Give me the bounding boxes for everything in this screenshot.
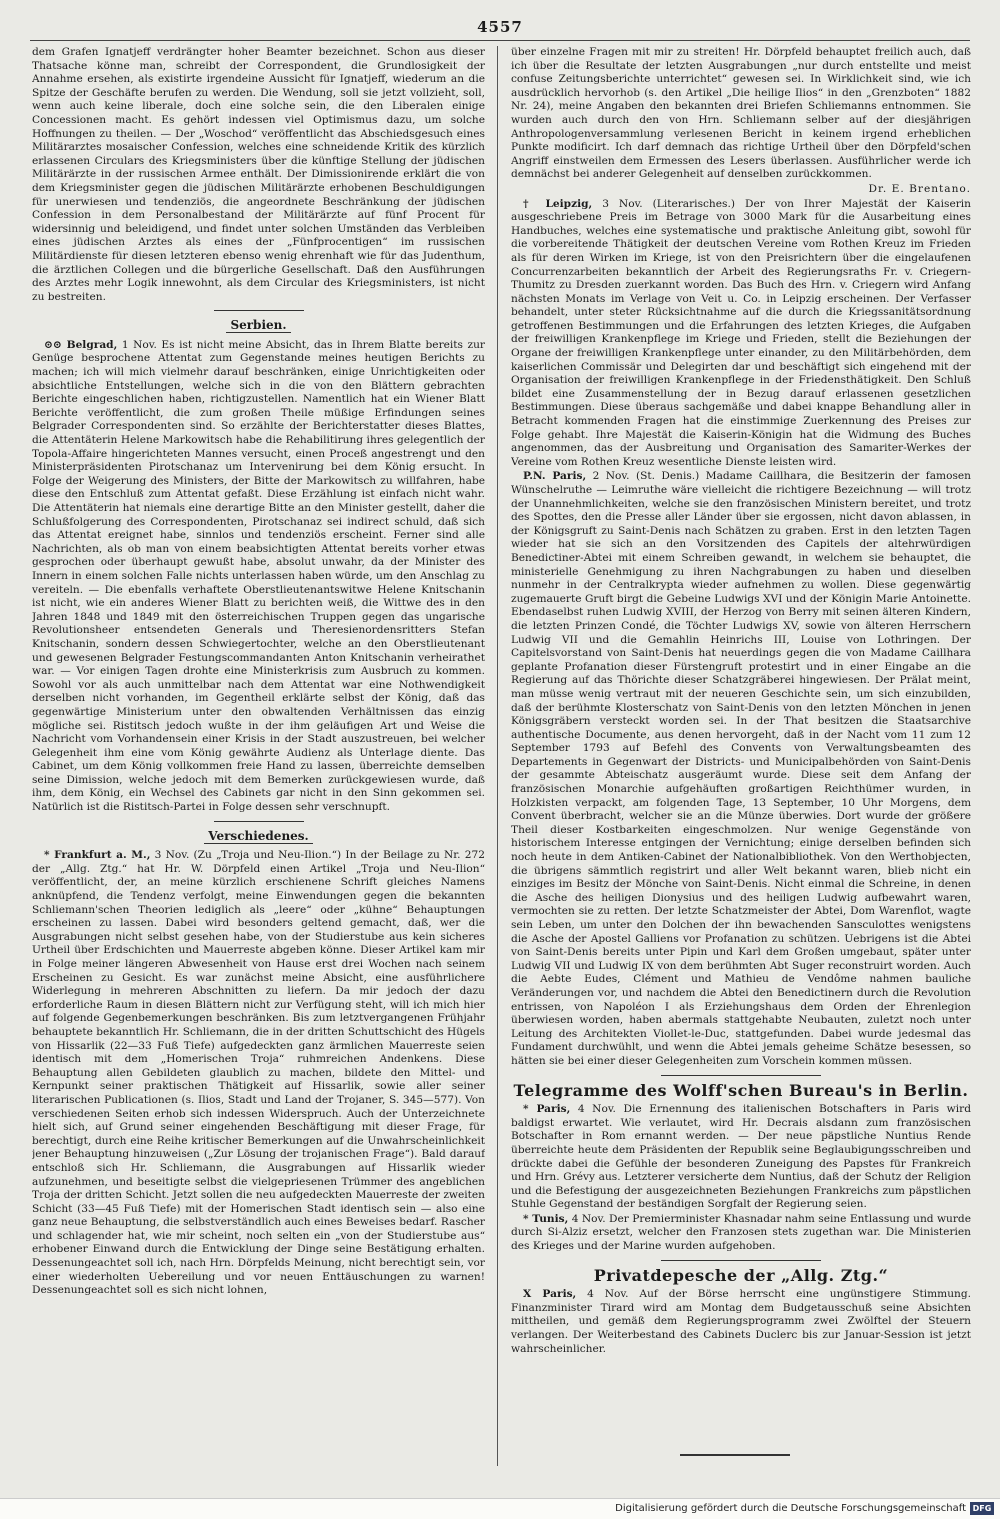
dfg-logo-icon: DFG (970, 1502, 994, 1515)
private-dispatch-paris-text: 4 Nov. Auf der Börse herrscht eine ungünstigere Stimmung. Finanzminister Tirard wird am Montag dem Budgetausschuß seine Absichten mittheilen, und gemäß dem Regierungsprogramm zwei Zwölftel der Steuern verlangen. Der Weiterbestand des Cabinets Duclerc bis zur Januar-Session ist jetzt wahrscheinlicher. (511, 1288, 971, 1355)
private-dispatch-paris-lead: X Paris, (523, 1288, 577, 1301)
section-heading-privatdepesche: Privatdepesche der „Allg. Ztg.“ (593, 1265, 889, 1285)
article-belgrad-text: Es ist nicht meine Absicht, das in Ihrem Blatte bereits zur Genüge besprochene Attentat zum Gegenstande meines heutigen Berichts zu machen; ich will mich vielmehr darauf beschränken, einige Unrichtigkeiten oder absichtliche Entstellungen, welche sich in die von den Blättern gebrachten Berichte eingeschlichen haben, richtigzustellen. Namentlich hat ein Wiener Blatt Berichte veröffentlicht, die zum großen Theile müßige Erfindungen seines Belgrader Correspondenten sind. So erzählte der Berichterstatter dieses Blattes, die Attentäterin Helene Markowitsch habe die Rehabilitirung ihres gelegentlich der Topola-Affaire hingerichteten Mannes versucht, einen Proceß angestrengt und den Ministerpräsidenten Pirotschanaz um Intervenirung bei dem König ersucht. In Folge der Weigerung des Ministers, der Bitte der Markowitsch zu willfahren, habe diese den Entschluß zum Attentat gefaßt. Diese Erzählung ist einfach nicht wahr. Die Attentäterin hat niemals eine derartige Bitte an den Minister gestellt, daher die Schlußfolgerung des Correspondenten, Pirotschanaz sei indirect schuld, daß sich das Attentat ereignet habe, sinnlos und tendenziös erscheint. Ferner sind alle Nachrichten, als ob man von einem beabsichtigten Attentat bereits vorher etwas gesprochen oder überhaupt gewußt habe, absolut unwahr, da der Minister des Innern in einem solchen Falle nichts unterlassen haben würde, um den Anschlag zu vereiteln. — Die ebenfalls verhaftete Oberstlieutenantswitwe Helene Knitschanin ist nicht, wie ein anderes Wiener Blatt zu berichten weiß, die Wittwe des in den Jahren 1848 und 1849 mit den österreichischen Truppen gegen das ungarische Revolutionsheer entsendeten Generals und Theresienordensritters Stefan Knitschanin, sondern dessen Schwiegertochter, welche an den Oberstlieutenant und gewesenen Belgrader Festungscommandanten Anton Knitschanin verheirathet war. — Vor einigen Tagen drohte eine Ministerkrisis zum Ausbruch zu kommen. Sowohl vor als auch unmittelbar nach dem Attentat war eine Nothwendigkeit derselben nicht vorhanden, im Gegentheil erklärte selbst der König, daß das gegenwärtige Ministerium unter den obwaltenden Verhältnissen das einzig mögliche sei. Ristitsch jedoch wußte in der ihm geläufigen Art und Weise die Nachricht vom Vorhandensein einer Krisis in der Stadt auszustreuen, bei welcher Gelegenheit ihm eine vom König gewährte Audienz als Unterlage diente. Das Cabinet, um dem König vollkommen freie Hand zu lassen, überreichte demselben seine Dimission, welche jedoch mit dem Bemerken zurückgewiesen wurde, daß ihm, dem König, ein Wechsel des Cabinets gar nicht in den Sinn gekommen sei. Natürlich ist die Ristitsch-Partei in Folge dessen sehr verschnupft. (32, 338, 485, 814)
article-paris-text: 2 Nov. (St. Denis.) Madame Caillhara, die Besitzerin der famosen Wünschelruthe — Leimruthe wäre vielleicht die richtigere Bezeichnung — will trotz der Unannehmlichkeiten, welche sie den französischen Ministern bereitet, und trotz des Spottes, den die Presse aller Länder über sie ergossen, nicht davon ablassen, in der Königsgruft zu Saint-Denis nach Schätzen zu graben. Erst in den letzten Tagen wieder hat sie sich an den Vorsitzenden des Capitels der altehrwürdigen Benedictiner-Abtei mit einem Schreiben gewandt, in welchem sie behauptet, die ministerielle Genehmigung zu ihren Nachgrabungen zu haben und dieselben nunmehr in der Centralkrypta wieder aufnehmen zu wollen. Diese gegenwärtig zugemauerte Gruft birgt die Gebeine Ludwigs XVI und der Königin Marie Antoinette. Ebendaselbst ruhen Ludwig XVIII, der Herzog von Berry mit seinen älteren Kindern, die letzten Prinzen Condé, die Töchter Ludwigs XV, sowie von älteren Herrschern Ludwig VII und die Gemahlin Heinrichs III, Louise von Lothringen. Der Capitelsvorstand von Saint-Denis hat neuerdings gegen die von Madame Caillhara geplante Profanation dieser Fürstengruft protestirt und in einer Eingabe an die Regierung auf das Thörichte dieser Schatzgräberei hingewiesen. Der Prälat meint, man müsse wenig vertraut mit der neueren Geschichte sein, um sich einzubilden, daß der berühmte Klosterschatz von Saint-Denis von den letzten Mönchen in jenen Königsgräbern versteckt worden sei. In der That besitzen die Staatsarchive authentische Documente, aus denen hervorgeht, daß in der Nacht vom 11 zum 12 September 1793 auf Befehl des Convents von Verwaltungsbeamten des Departements in Gegenwart der Districts- und Municipalbehörden von Saint-Denis der gesammte Abteischatz ausgeräumt wurde. Diese seit dem Anfang der französischen Monarchie aufgehäuften großartigen Reichthümer wurden, in Holzkisten verpackt, am folgenden Tage, 13 September, 10 Uhr Morgens, dem Convent überbracht, welcher sie an die Münze überwies. Dort wurde der größere Theil dieser Kostbarkeiten eingeschmolzen. Nur wenige Gegenstände von historischem Interesse entgingen der Vernichtung; einige derselben befinden sich noch heute in dem Antiken-Cabinet der Nationalbibliothek. Von den Werthobjecten, die übrigens sämmtlich registrirt und aller Welt bekannt waren, blieb nicht ein einziges im Besitz der Mönche von Saint-Denis. Nicht einmal die Schreine, in denen die Asche des heiligen Dionysius und des heiligen Ludwig aufbewahrt waren, vermochten sie zu retten. Der letzte Schatzmeister der Abtei, Dom Warenflot, wagte sein Leben, um unter den Dolchen der ihn bewachenden Sansculottes wenigstens die Asche der Apostel Galliens vor Profanation zu schützen. Uebrigens ist die Abtei von Saint-Denis bereits unter Pipin und Karl dem Großen umgebaut, später unter Ludwig VII und Ludwig IX von dem berühmten Abt Suger reconstruirt worden. Auch die Aebte Eudes, Clément und Mathieu de Vendôme nahmen bauliche Veränderungen vor, und nachdem die Abtei den Benedictinern durch die Revolution entrissen, von Napoléon I als Erziehungshaus dem Orden der Ehrenlegion überwiesen worden, haben abermals stattgehabte Neubauten, zuletzt noch unter Leitung des Architekten Viollet-le-Duc, stattgefunden. Dabei wurde jedesmal das Fundament durchwühlt, und wenn die Abtei jemals geheime Schätze besessen, so hätten sie bei einer dieser Gelegenheiten zum Vorschein kommen müssen. (511, 470, 971, 1067)
right-column (511, 46, 971, 1476)
section-heading-serbien (32, 319, 485, 333)
article-paris (511, 470, 971, 1068)
article-leipzig (511, 198, 971, 470)
section-heading-verschiedenes (32, 830, 485, 844)
article-signature: Dr. E. Brentano. (868, 182, 971, 195)
section-divider (214, 310, 304, 311)
left-column (32, 46, 485, 1476)
column-divider (497, 46, 498, 1466)
article-leipzig-lead: † Leipzig, (523, 197, 593, 210)
private-dispatch-paris (511, 1288, 971, 1356)
section-heading-serbien-text: Serbien. (226, 318, 290, 333)
telegram-tunis-lead: * Tunis, (523, 1212, 569, 1225)
telegram-tunis (511, 1213, 971, 1254)
article-frankfurt-text: 3 Nov. (Zu „Troja und Neu-Ilion.“) In der Beilage zu Nr. 272 der „Allg. Ztg.“ hat Hr. W. Dörpfeld einen Artikel „Troja und Neu-Ilion“ veröffentlicht, der, an meine kürzlich erschienene Schrift gleiches Namens anknüpfend, die Tendenz verfolgt, meine Einwendungen gegen die bekannten Schliemann'schen Theorien lediglich als „leere“ oder „kühne“ Behauptungen erscheinen zu lassen. Dabei wird besonders geltend gemacht, daß, wer die Ausgrabungen nicht selbst gesehen habe, von der Studierstube aus kein sicheres Urtheil über Erdschichten und Mauerreste abgeben könne. Dieser Artikel kam mir in Folge meiner längeren Abwesenheit von Hause erst drei Wochen nach seinem Erscheinen zu Gesicht. Es war zunächst meine Absicht, eine ausführlichere Widerlegung in mehreren Abschnitten zu liefern. Da mir jedoch der dazu erforderliche Raum in diesen Blättern nicht zur Verfügung steht, will ich mich hier auf folgende Gegenbemerkungen beschränken. Bis zum letztvergangenen Frühjahr behauptete bekanntlich Hr. Schliemann, die in der dritten Schuttschicht des Hügels von Hissarlik (22—33 Fuß Tiefe) aufgedeckten ganz ärmlichen Mauerreste seien identisch mit dem „Homerischen Troja“ ruhmreichen Andenkens. Diese Behauptung allen Gebildeten glaublich zu machen, bildete den Mittel- und Kernpunkt seiner praktischen Thätigkeit auf Hissarlik, sowie aller seiner literarischen Publicationen (s. Ilios, Stadt und Land der Trojaner, S. 345—577). Von verschiedenen Seiten erhob sich indessen Widerspruch. Auch der Unterzeichnete hielt sich, auf Grund seiner eingehenden Beschäftigung mit dieser Frage, für berechtigt, durch eine Reihe kritischer Bemerkungen auf die Unwahrscheinlichkeit jener Behauptung hinzuweisen („Zur Lösung der trojanischen Frage“). Bald darauf entschloß sich Hr. Schliemann, die Ausgrabungen auf Hissarlik wieder aufzunehmen, und beseitigte selbst die vielgepriesenen Trümmer des angeblichen Troja der dritten Schicht. Jetzt sollen die neu aufgedeckten Mauerreste der zweiten Schicht (33—45 Fuß Tiefe) mit der Homerischen Stadt identisch sein — also eine ganz neue Behauptung, die selbstverständlich auch eines Beweises bedarf. Rascher und schlagender hat, wie mir scheint, noch selten ein „von der Studierstube aus“ erhobener Einwand durch die Entwicklung der Dinge seine Bestätigung erhalten. Dessenungeachtet soll ich, nach Hrn. Dörpfelds Meinung, nicht berechtigt sein, vor einer wiederholten Uebereilung und vor neuen Enttäuschungen zu warnen! Dessenungeachtet soll es sich nicht lohnen, (32, 849, 485, 1297)
article-frankfurt (32, 849, 485, 1298)
article-paris-lead: P.N. Paris, (523, 470, 587, 483)
telegram-tunis-text: 4 Nov. Der Premierminister Khasnadar nahm seine Entlassung und wurde durch Si-Alziz ersetzt, welcher den Franzosen stets zugethan war. Die Ministerien des Krieges und der Marine wurden aufgehoben. (511, 1212, 971, 1253)
section-divider (661, 1075, 821, 1076)
telegram-paris-lead: * Paris, (523, 1103, 571, 1116)
section-heading-telegramme: Telegramme des Wolff'schen Bureau's in Berlin. (513, 1080, 969, 1100)
opening-paragraph: dem Grafen Ignatjeff verdrängter hoher Beamter bezeichnet. Schon aus dieser Thatsache könne man, schreibt der Correspondent, die Grundlosigkeit der Annahme ersehen, als existirte irgendeine Aussicht für Ignatjeff, wiederum an die Spitze der Geschäfte berufen zu werden. Die Wendung, soll sie jetzt vollzieht, soll, wenn auch keine liberale, doch eine solche sein, die den Liberalen einige Concessionen macht. Es gehört indessen viel Optimismus dazu, um solche Hoffnungen zu theilen. — Der „Woschod“ veröffentlicht das Abschiedsgesuch eines Militärarztes mosaischer Confession, welches eine schneidende Kritik des kürzlich erlassenen Circulars des Kriegsministers über die künftige Stellung der jüdischen Militärärzte in der russischen Armee enthält. Der Dimissionirende erklärt die von dem Kriegsminister gegen die jüdischen Militärärzte erhobenen Beschuldigungen für unerwiesen und tendenziös, die angeordnete Beschränkung der jüdischen Confession in dem Personalbestand der Militärärzte auf fünf Procent für widersinnig und beleidigend, und findet unter solchen Umständen das Verbleiben eines jüdischen Arztes als eines der „Fünfprocentigen“ im russischen Militärdienste für diesen letzteren ebenso wenig ehrenhaft wie für das Judenthum, die ärztlichen Collegen und die bürgerliche Gesellschaft. Daß den Ausführungen des Arztes mehr Logik innewohnt, als dem Circular des Kriegsministers, ist nicht zu bestreiten. (32, 46, 485, 303)
section-divider (214, 821, 304, 822)
article-belgrad (32, 339, 485, 815)
top-rule (30, 40, 970, 41)
footer-credit: Digitalisierung gefördert durch die Deutsche Forschungsgemeinschaft (615, 1503, 966, 1514)
section-divider (661, 1260, 821, 1261)
telegram-paris-text: 4 Nov. Die Ernennung des italienischen Botschafters in Paris wird baldigst erwartet. Wie verlautet, wird Hr. Decrais alsdann zum französischen Botschafter in Rom ernannt werden. — Der neue päpstliche Nuntius Rende überreichte heute dem Präsidenten der Republik seine Beglaubigungsschreiben und drückte dabei die Gefühle der besonderen Zuneigung des Papstes für Frankreich und Hrn. Grévy aus. Letzterer versicherte dem Nuntius, daß der Schutz der Religion und die Befestigung der ausgezeichneten Beziehungen Frankreichs zum päpstlichen Stuhle Gegenstand der beständigen Sorgfalt der Regierung seien. (511, 1103, 971, 1211)
article-continuation: über einzelne Fragen mit mir zu streiten! Hr. Dörpfeld behauptet freilich auch, daß ich über die Resultate der letzten Ausgrabungen „nur durch entstellte und meist confuse Zeitungsberichte unterrichtet“ gewesen sei. In Wirklichkeit sind, wie ich ausdrücklich hervorhob (s. den Artikel „Die heilige Ilios“ in den „Grenzboten“ 1882 Nr. 24), meine Angaben den bekannten drei Briefen Schliemanns entnommen. Sie wurden auch durch den von Hrn. Schliemann selber auf der diesjährigen Anthropologenversammlung verlesenen Bericht in keinem irgend erheblichen Punkte modificirt. Ich darf demnach das richtige Urtheil über den Dörpfeld'schen Angriff einstweilen dem Ermessen des Lesers überlassen. Ausführlicher werde ich demnächst bei anderer Gelegenheit auf denselben zurückkommen. (511, 46, 971, 181)
article-frankfurt-lead: * Frankfurt a. M., (44, 849, 151, 862)
article-belgrad-lead: ⊙⊙ Belgrad, (44, 338, 118, 351)
digitization-footer (0, 1498, 1000, 1519)
telegram-paris (511, 1103, 971, 1212)
section-heading-verschiedenes-text: Verschiedenes. (204, 829, 312, 844)
page-number: 4557 (477, 18, 523, 36)
article-belgrad-date: 1 Nov. (117, 338, 157, 351)
article-leipzig-text: 3 Nov. (Literarisches.) Der von Ihrer Majestät der Kaiserin ausgeschriebene Preis im Betrage von 3000 Mark für die Ausarbeitung eines Handbuches, welches eine systematische und praktische Anleitung gibt, sowohl für die vorbereitende Thätigkeit der deutschen Vereine vom Rothen Kreuz im Frieden als für deren Wirken im Kriege, ist von den Preisrichtern über die eingelaufenen Concurrenzarbeiten bekanntlich der Arbeit des Regierungsraths Fr. v. Criegern-Thumitz zu Dresden zuerkannt worden. Das Buch des Hrn. v. Criegern wird Anfang nächsten Monats im Verlage von Veit u. Co. in Leipzig erscheinen. Der Verfasser behandelt, unter steter Rücksichtnahme auf die durch die Kriegssanitätsordnung getroffenen Bestimmungen und die Erfahrungen des letzten Krieges, die Aufgaben der freiwilligen Krankenpflege im Kriege und Frieden, stellt die Beziehungen der Organe der freiwilligen Krankenpflege unter einander, zu den Militärbehörden, dem kaiserlichen Commissär und Delegirten dar und beschäftigt sich eingehend mit der Organisation der freiwilligen Krankenpflege in der Friedensthätigkeit. Den Schluß bildet eine Zusammenstellung der in Bezug darauf erlassenen gesetzlichen Bestimmungen. Diese überaus sachgemäße und dabei knappe Behandlung aller in Betracht kommenden Fragen hat die einstimmige Zuerkennung des Preises zur Folge gehabt. Ihre Majestät die Kaiserin-Königin hat die Widmung des Buches angenommen, das der Ausbreitung und Organisation des Samariter-Werkes der Vereine vom Rothen Kreuz wesentliche Dienste leisten wird. (511, 197, 971, 468)
closing-rule (680, 1454, 790, 1456)
